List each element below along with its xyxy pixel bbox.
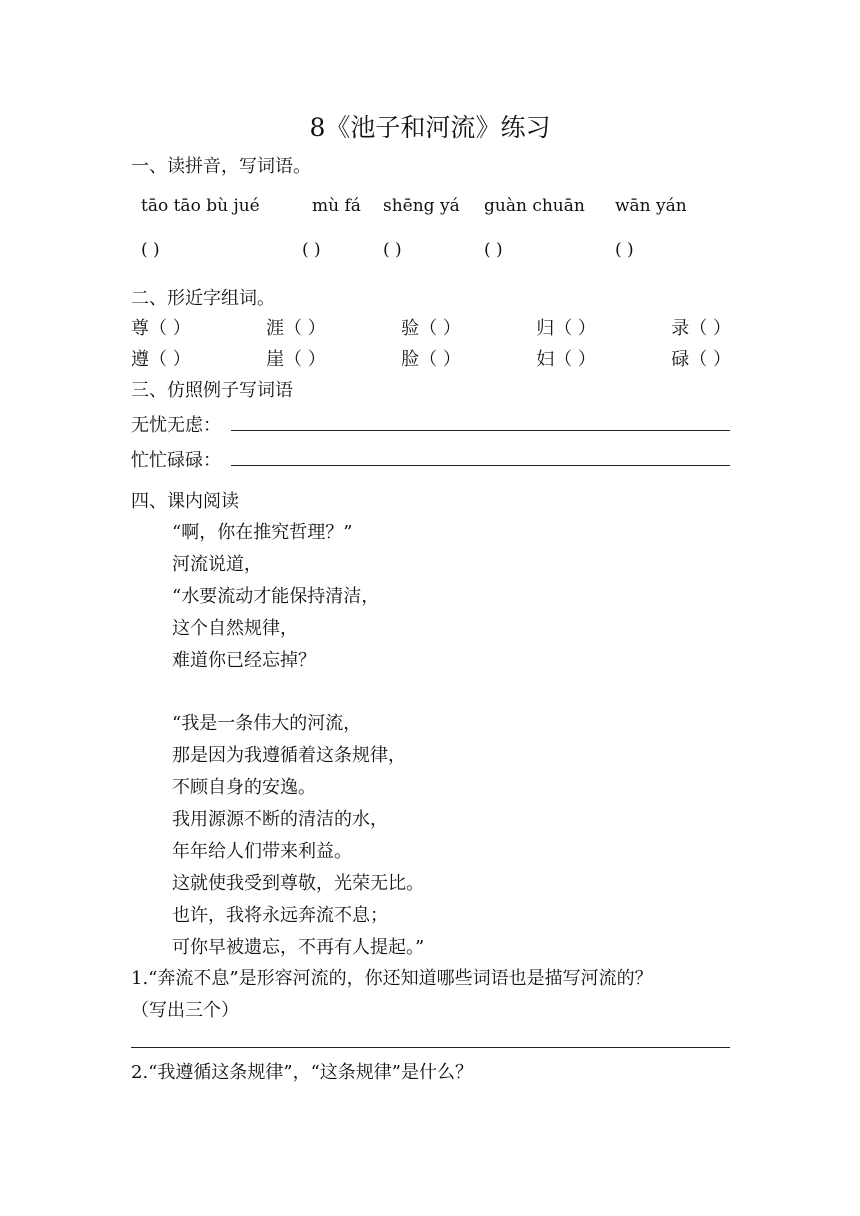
pinyin-5: wān yán <box>615 196 687 216</box>
poem-line: “水要流动才能保持清洁， <box>172 586 380 607</box>
example-1-label: 无忧无虑： <box>131 415 221 436</box>
answer-line-1[interactable] <box>231 430 730 431</box>
char-item[interactable]: 碌（ ） <box>671 349 731 370</box>
char-item[interactable]: 归（ ） <box>536 318 596 339</box>
char-item[interactable]: 崖（ ） <box>266 349 326 370</box>
poem-line: 年年给人们带来利益。 <box>172 841 352 862</box>
answer-blank-5[interactable]: ( ) <box>615 240 634 260</box>
pinyin-3: shēng yá <box>383 196 460 216</box>
char-item[interactable]: 涯（ ） <box>266 318 326 339</box>
char-item[interactable]: 录（ ） <box>671 318 731 339</box>
poem-line: 这个自然规律， <box>172 618 298 639</box>
section4-heading: 四、课内阅读 <box>131 491 239 512</box>
similar-chars-row-2 <box>131 345 731 371</box>
answer-blank-1[interactable]: ( ) <box>141 240 160 260</box>
char-item[interactable]: 尊（ ） <box>131 318 191 339</box>
poem-line: 可你早被遗忘，不再有人提起。” <box>172 937 425 958</box>
answer-line-q1[interactable] <box>131 1047 730 1048</box>
section3-heading: 三、仿照例子写词语 <box>131 380 293 401</box>
poem-line: 也许，我将永远奔流不息； <box>172 905 388 926</box>
poem-line: 这就使我受到尊敬，光荣无比。 <box>172 873 424 894</box>
example-2-label: 忙忙碌碌： <box>131 450 221 471</box>
answer-blank-3[interactable]: ( ) <box>383 240 402 260</box>
question-1-note: （写出三个） <box>131 1000 239 1021</box>
poem-line: “啊，你在推究哲理？” <box>172 522 353 543</box>
answer-blank-2[interactable]: ( ) <box>302 240 321 260</box>
poem-line: 难道你已经忘掉？ <box>172 650 316 671</box>
poem-line: 我用源源不断的清洁的水， <box>172 809 388 830</box>
poem-line: “我是一条伟大的河流， <box>172 713 362 734</box>
pinyin-4: guàn chuān <box>484 196 585 216</box>
char-item[interactable]: 妇（ ） <box>536 349 596 370</box>
pinyin-2: mù fá <box>312 196 361 216</box>
section2-heading: 二、形近字组词。 <box>131 288 275 309</box>
question-1: 1.“奔流不息”是形容河流的，你还知道哪些词语也是描写河流的？ <box>131 968 653 989</box>
char-item[interactable]: 验（ ） <box>401 318 461 339</box>
answer-line-2[interactable] <box>231 465 730 466</box>
similar-chars-row-1 <box>131 314 731 340</box>
pinyin-1: tāo tāo bù jué <box>141 196 260 216</box>
question-2: 2.“我遵循这条规律”，“这条规律”是什么？ <box>131 1062 473 1083</box>
poem-line: 河流说道， <box>172 554 262 575</box>
char-item[interactable]: 遵（ ） <box>131 349 191 370</box>
poem-line: 不顾自身的安逸。 <box>172 777 316 798</box>
poem-line: 那是因为我遵循着这条规律， <box>172 745 406 766</box>
answer-blank-4[interactable]: ( ) <box>484 240 503 260</box>
char-item[interactable]: 脸（ ） <box>401 349 461 370</box>
page-title: 8《池子和河流》练习 <box>309 113 551 142</box>
section1-heading: 一、读拼音，写词语。 <box>131 156 311 177</box>
